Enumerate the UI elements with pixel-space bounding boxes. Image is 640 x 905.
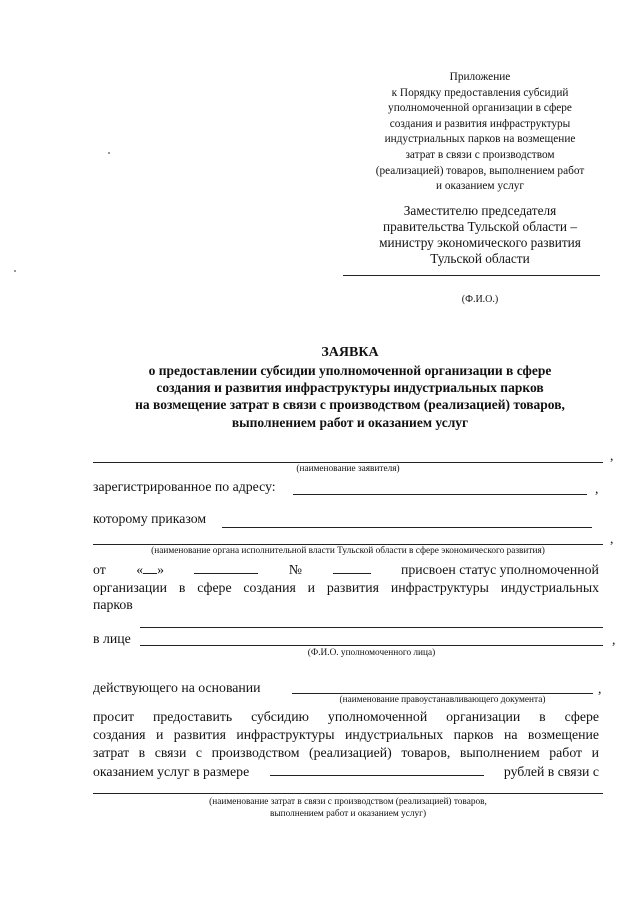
amount-suffix: рублей в связи с	[503, 764, 599, 779]
registered-label: зарегистрированное по адресу:	[93, 479, 276, 494]
order-label: которому приказом	[93, 511, 207, 526]
subtitle-line: на возмещение затрат в связи с производством (реализацией) товаров,	[135, 397, 565, 413]
authority-caption: (наименование органа исполнительной власти Тульской области в сфере экономического развития)	[151, 546, 545, 556]
amount-prefix: оказанием услуг в размере	[93, 764, 250, 779]
appendix-line: и оказанием услуг	[436, 180, 524, 193]
status-assigned-text: присвоен статус уполномоченной	[401, 562, 599, 577]
order-number-field[interactable]	[333, 561, 371, 574]
costs-caption-line: (наименование затрат в связи с производством (реализацией) товаров,	[209, 797, 487, 807]
order-line[interactable]	[222, 527, 592, 528]
appendix-line: затрат в связи с производством	[405, 148, 555, 161]
appendix-line: индустриальных парков на возмещение	[384, 133, 576, 146]
status-line-3: парков	[93, 597, 133, 612]
status-line-2: организации в сфере создания и развития инфраструктуры индустриальных	[93, 580, 599, 595]
document-title: ЗАЯВКА	[321, 345, 379, 360]
costs-caption-line: выполнением работ и оказанием услуг)	[269, 809, 427, 819]
applicant-name-line[interactable]	[93, 462, 603, 463]
subtitle-line: создания и развития инфраструктуры индустриальных парков	[156, 380, 544, 396]
request-line: создания и развития инфраструктуры индустриальных парков на возмещение	[93, 727, 599, 742]
addressee-name-line[interactable]	[343, 275, 600, 276]
applicant-caption: (наименование заявителя)	[296, 464, 400, 474]
addressee-line: Тульской области	[430, 251, 530, 266]
order-date-line	[93, 561, 599, 578]
addressee-block	[330, 203, 630, 267]
addressee-line: министру экономического развития	[379, 235, 581, 250]
order-day-field[interactable]: « »	[136, 562, 165, 577]
appendix-line: уполномоченной организации в сфере	[388, 102, 572, 115]
authority-line[interactable]	[93, 544, 603, 545]
scan-speck	[14, 270, 16, 272]
request-line: просит предоставить субсидию уполномоченной организации в сфере	[93, 709, 599, 724]
basis-caption: (наименование правоустанавливающего документа)	[339, 695, 546, 705]
appendix-block	[330, 70, 630, 195]
costs-line[interactable]	[93, 793, 603, 794]
appendix-line: Приложение	[449, 71, 511, 83]
person-caption: (Ф.И.О. уполномоченного лица)	[307, 648, 436, 658]
basis-line[interactable]	[292, 693, 593, 694]
addressee-fio-caption: (Ф.И.О.)	[461, 294, 499, 305]
costs-caption	[93, 796, 603, 820]
basis-label: действующего на основании	[93, 680, 261, 695]
applicant-comma: ,	[610, 448, 614, 463]
subtitle-line: о предоставлении субсидии уполномоченной организации в сфере	[148, 363, 552, 378]
person-label: в лице	[93, 631, 131, 646]
appendix-line: создания и развития инфраструктуры	[389, 117, 571, 130]
authority-comma: ,	[610, 531, 614, 546]
from-label: от	[93, 562, 106, 577]
addressee-line: Заместителю председателя	[403, 203, 557, 218]
number-sign: №	[288, 562, 303, 577]
person-line[interactable]	[140, 645, 603, 646]
subtitle-line: выполнением работ и оказанием услуг	[231, 414, 469, 430]
scan-speck	[108, 152, 110, 154]
amount-field[interactable]	[270, 763, 484, 776]
address-comma: ,	[595, 481, 599, 496]
appendix-line: к Порядку предоставления субсидий	[391, 86, 569, 99]
document-subtitle	[60, 362, 640, 431]
basis-comma: ,	[598, 681, 602, 696]
request-line: затрат в связи с производством (реализацией) товаров, выполнением работ и	[93, 745, 599, 760]
person-comma: ,	[612, 632, 616, 647]
order-month-field[interactable]	[194, 561, 258, 574]
amount-line	[93, 763, 599, 780]
address-line[interactable]	[293, 494, 587, 495]
person-line-upper[interactable]	[140, 627, 603, 628]
appendix-line: (реализацией) товаров, выполнением работ	[375, 164, 585, 177]
addressee-line: правительства Тульской области –	[383, 219, 577, 234]
